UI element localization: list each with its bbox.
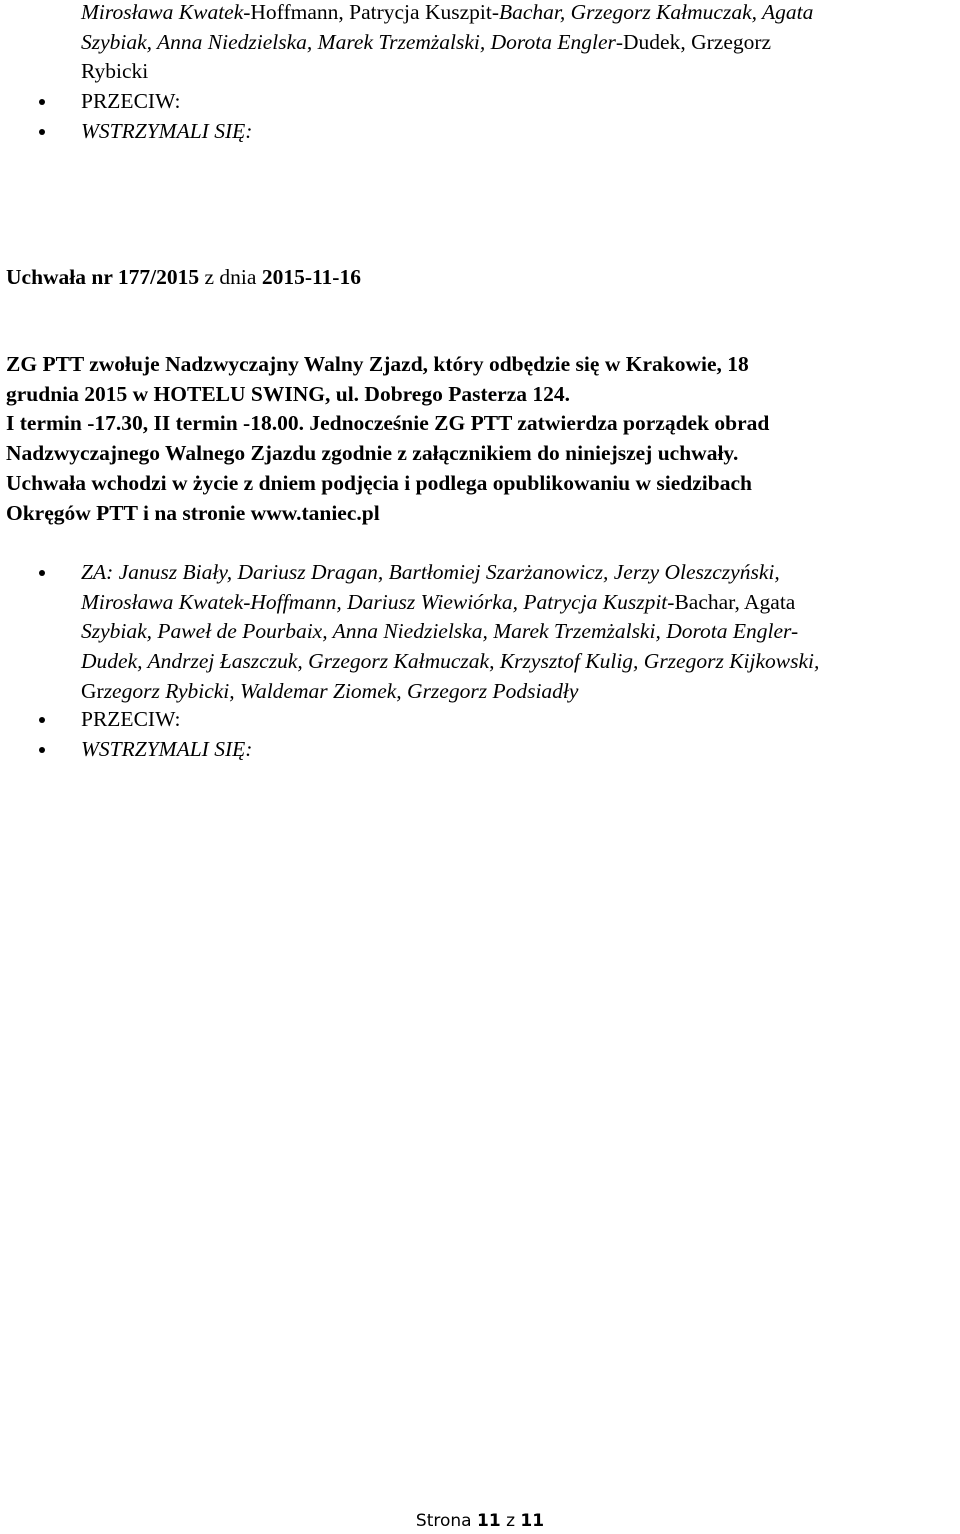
resolution-body-line: ZG PTT zwołuje Nadzwyczajny Walny Zjazd, który odbędzie się w Krakowie, 18	[6, 352, 749, 376]
za-names	[81, 558, 819, 707]
wstrzymali-label: WSTRZYMALI SIĘ:	[81, 737, 253, 761]
vote-names-line	[81, 0, 813, 28]
text-run: -Dudek, Grzegorz	[615, 29, 772, 54]
bullet-icon	[39, 570, 45, 576]
text-run: Bachar, Agata	[674, 589, 796, 614]
bullet-icon	[39, 717, 45, 723]
resolution-heading	[6, 263, 956, 293]
page-footer-separator: z	[506, 1511, 515, 1531]
przeciw-label: PRZECIW:	[81, 707, 181, 731]
text-run: Bachar, Grzegorz Kałmuczak, Agata	[499, 0, 814, 24]
resolution-body-line: Uchwała wchodzi w życie z dniem podjęcia i podlega opublikowaniu w siedzibach	[6, 470, 752, 495]
top-vote-continuation	[81, 0, 813, 87]
bullet-icon	[39, 129, 45, 135]
resolution-body-line: I termin -17.30, II termin -18.00. Jednocześnie ZG PTT zatwierdza porządek obrad	[6, 411, 770, 436]
vote-names-line	[81, 28, 813, 58]
resolution-number: Uchwała nr 177/2015	[6, 265, 200, 289]
resolution-body-line: Okręgów PTT i na stronie www.taniec.pl	[6, 500, 380, 525]
page-footer-prefix: Strona	[415, 1511, 472, 1531]
vote-names-line	[81, 647, 819, 677]
text-run: Mirosława Kwatek-Hoffmann, Dariusz Wiewiórka, Patrycja Kuszpit-	[81, 589, 675, 614]
resolution-body-line: grudnia 2015 w HOTELU SWING, ul. Dobrego Pasterza 124.	[6, 381, 571, 406]
text-run: Rybicki	[81, 59, 149, 84]
resolution-body-line: Nadzwyczajnego Walnego Zjazdu zgodnie z załącznikiem do niniejszej uchwały.	[6, 441, 739, 466]
text-run: Szybiak, Anna Niedzielska, Marek Trzemżalski, Dorota Engler	[81, 29, 616, 54]
resolution-date: 2015-11-16	[261, 265, 361, 289]
text-run: ZA: Janusz Biały, Dariusz Dragan, Bartłomiej Szarżanowicz, Jerzy Oleszczyński,	[81, 560, 780, 584]
page-footer	[0, 1511, 960, 1531]
vote-names-line	[81, 57, 813, 87]
text-run: Mirosława Kwatek	[81, 0, 244, 24]
resolution-date-prefix: z dnia	[199, 265, 262, 289]
vote-names-line	[81, 617, 819, 647]
wstrzymali-label: WSTRZYMALI SIĘ:	[81, 119, 253, 143]
text-run: -Hoffmann, Patrycja Kuszpit-	[243, 0, 499, 24]
page-total: 11	[520, 1511, 545, 1531]
bullet-icon	[39, 99, 45, 105]
text-run: zegorz Rybicki, Waldemar Ziomek, Grzegorz Podsiadły	[103, 678, 579, 703]
resolution-body	[6, 350, 956, 528]
text-run: Szybiak, Paweł de Pourbaix, Anna Niedzielska, Marek Trzemżalski, Dorota Engler-	[81, 619, 799, 644]
vote-names-line	[81, 677, 819, 707]
bullet-icon	[39, 747, 45, 753]
przeciw-label: PRZECIW:	[81, 89, 181, 113]
vote-names-line	[81, 588, 819, 618]
page-number: 11	[476, 1511, 501, 1531]
text-run: Dudek, Andrzej Łaszczuk, Grzegorz Kałmuczak, Krzysztof Kulig, Grzegorz Kijkowski,	[81, 649, 820, 674]
text-run: Gr	[81, 678, 104, 703]
vote-names-line	[81, 558, 819, 588]
